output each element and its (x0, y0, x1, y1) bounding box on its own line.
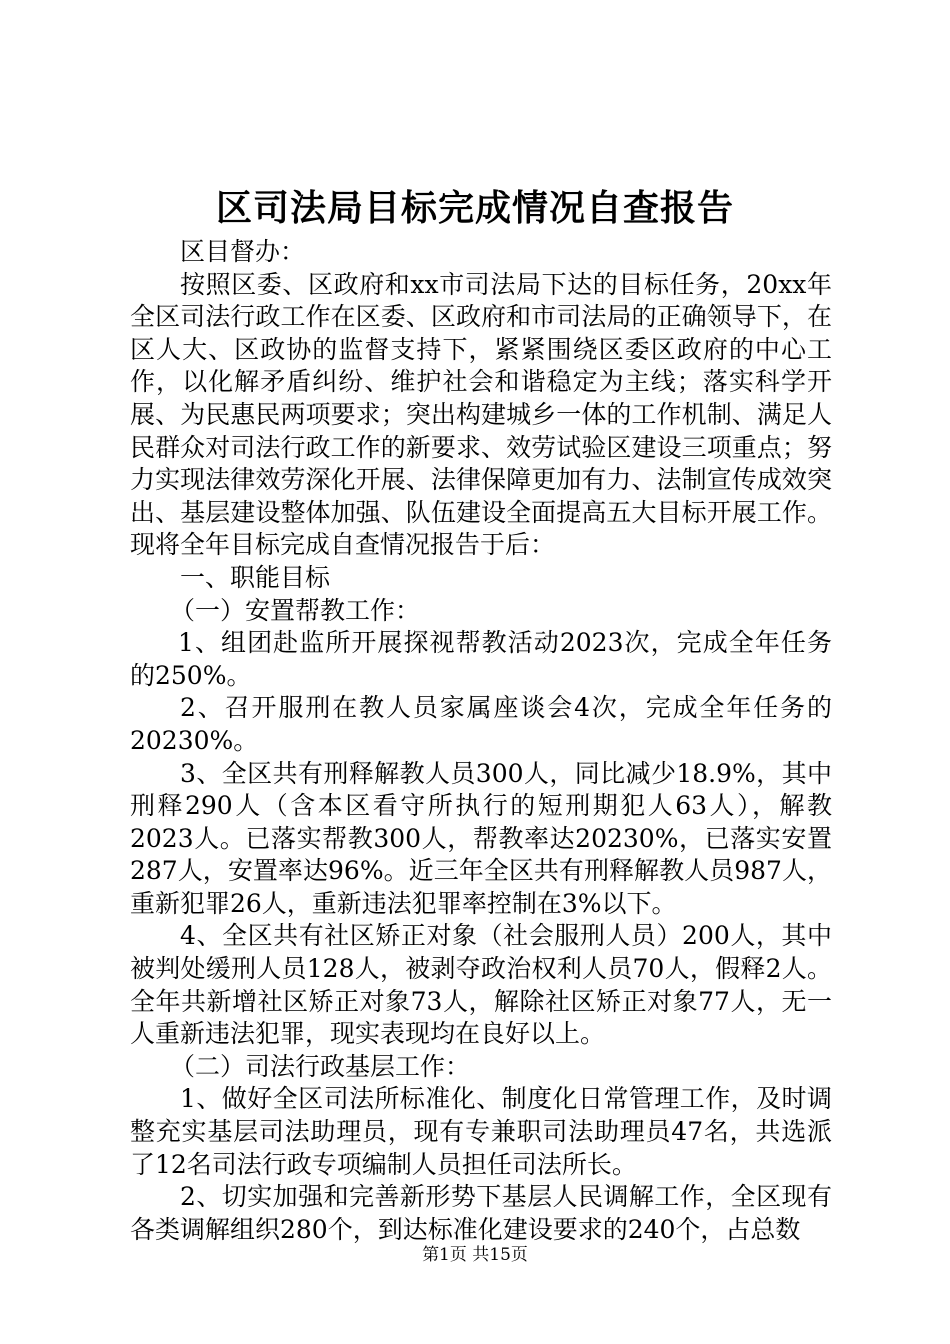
section-heading-functional-goals: 一、职能目标 (180, 562, 331, 592)
page-number-footer: 第1页 共15页 (422, 1245, 528, 1265)
list-item: 1、做好全区司法所标准化、制度化日常管理工作，及时调整充实基层司法助理员，现有专兼职司法助理员47名，共选派了12名司法行政专项编制人员担任司法所长。 (130, 1084, 832, 1179)
subsection-heading-resettlement: （一）安置帮教工作： (170, 595, 421, 625)
list-item: 2、召开服刑在教人员家属座谈会4次，完成全年任务的20230%。 (130, 693, 832, 755)
list-item: 3、全区共有刑释解教人员300人，同比减少18.9%，其中刑释290人（含本区看守所执行的短刑期犯人63人），解教2023人。已落实帮教300人，帮教率达20230%，已落实安置287人，安置率达96%。近三年全区共有刑释解教人员987人，重新犯罪26人，重新违法犯罪率控制在3%以下。 (130, 758, 832, 918)
list-item: 2、切实加强和完善新形势下基层人民调解工作，全区现有各类调解组织280个，到达标准化建设要求的240个，占总数 (130, 1182, 832, 1244)
subsection-heading-grassroots: （二）司法行政基层工作： (170, 1051, 471, 1081)
list-item: 1、组团赴监所开展探视帮教活动2023次，完成全年任务的250%。 (130, 628, 832, 690)
intro-paragraph: 按照区委、区政府和xx市司法局下达的目标任务，20xx年全区司法行政工作在区委、区政府和市司法局的正确领导下，在区人大、区政协的监督支持下，紧紧围绕区委区政府的中心工作，以化解矛盾纠纷、维护社会和谐稳定为主线；落实科学开展、为民惠民两项要求；突出构建城乡一体的工作机制、满足人民群众对司法行政工作的新要求、效劳试验区建设三项重点；努力实现法律效劳深化开展、法律保障更加有力、法制宣传成效突出、基层建设整体加强、队伍建设全面提高五大目标开展工作。现将全年目标完成自查情况报告于后： (130, 269, 832, 560)
document-title: 区司法局目标完成情况自查报告 (215, 187, 734, 229)
list-item: 4、全区共有社区矫正对象（社会服刑人员）200人，其中被判处缓刑人员128人，被剥夺政治权利人员70人，假释2人。全年共新增社区矫正对象73人，解除社区矫正对象77人，无一人重新违法犯罪，现实表现均在良好以上。 (130, 921, 832, 1049)
salutation: 区目督办： (180, 237, 306, 266)
document-body (130, 236, 832, 1246)
